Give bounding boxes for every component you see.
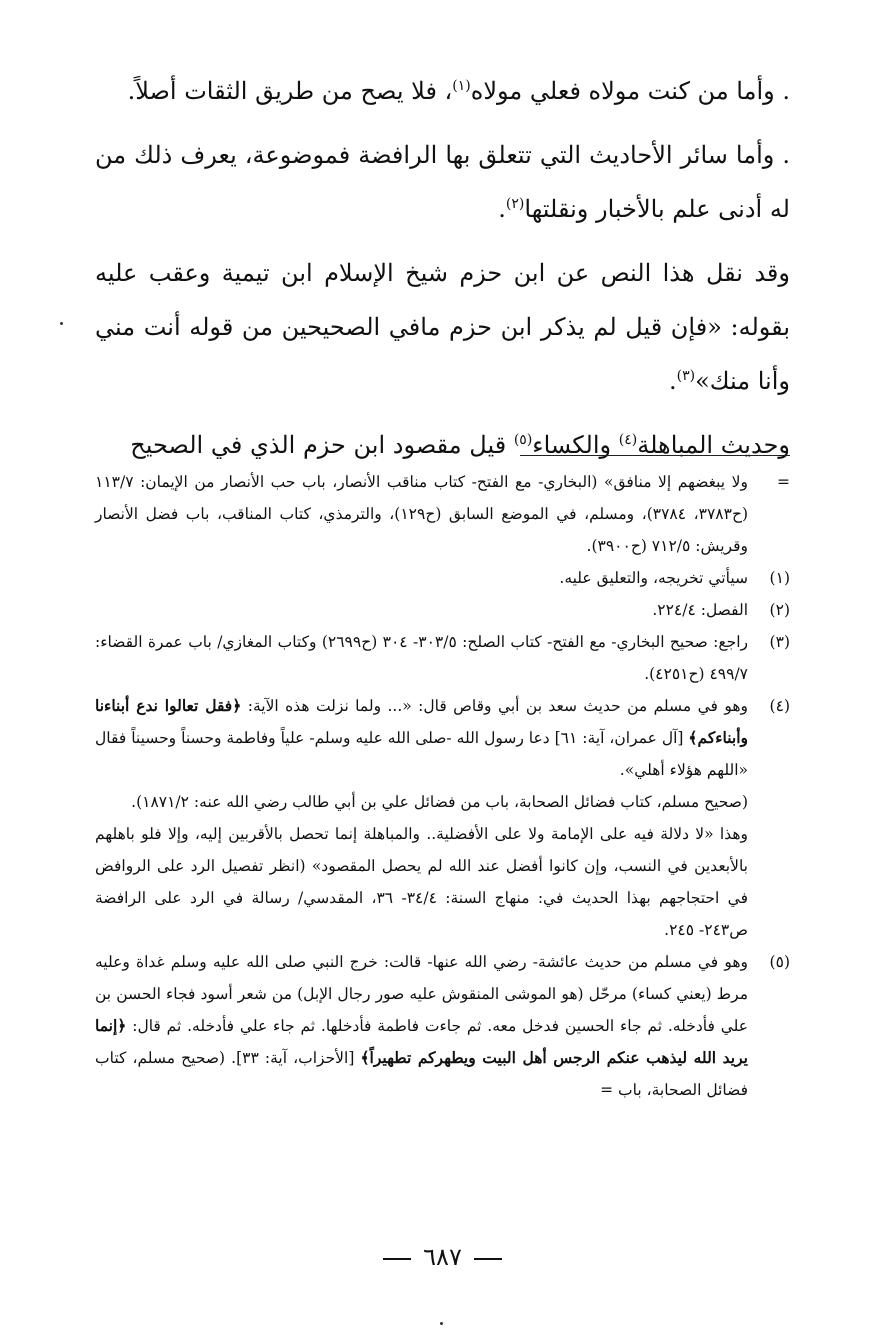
dash-left — [383, 1258, 411, 1260]
footnote-ref-2: (٢) — [505, 196, 525, 212]
footnote-4 — [95, 690, 790, 946]
dash-right — [474, 1258, 502, 1260]
footnote-5 — [95, 946, 790, 1106]
footnote-2 — [95, 594, 790, 626]
footnote-number: (١) — [769, 569, 790, 587]
footnote-text: سيأتي تخريجه، والتعليق عليه. — [559, 569, 748, 587]
footnote-number: (٤) — [769, 697, 790, 715]
footnote-ref-5: (٥) — [513, 432, 533, 448]
footnote-1 — [95, 562, 790, 594]
quran-verse: ﴿فقل تعالوا ندع أبناءنا وأبناءكم﴾ — [95, 696, 748, 747]
speck — [60, 322, 63, 325]
footnote-text: الفصل: ٢٢٤/٤. — [652, 601, 748, 619]
footnote-number: (٢) — [769, 601, 790, 619]
footnote-ref-4: (٤) — [618, 432, 638, 448]
quran-verse: ﴿إنما يريد الله ليذهب عنكم الرجس أهل البيت ويطهركم تطهيراً﴾ — [95, 1016, 748, 1067]
footnote-number: (٥) — [769, 953, 790, 971]
footnote-text: وهو في مسلم من حديث سعد بن أبي وقاص قال: «... ولما نزلت هذه الآية: ﴿فقل تعالوا ندع أبناءنا وأبناءكم﴾ [آل عمران، آية: ٦١] دعا رسول الله -صلى الله عليه وسلم- علياً وفاطمة وحسناً وحسيناً فقال «اللهم هؤلاء أهلي». (صحيح مسلم، كتاب فضائل الصحابة، باب من فضائل علي بن أبي طالب رضي الله عنه: ١٨٧١/٢). وهذا «لا دلالة فيه على الإمامة ولا على الأفضلية.. والمباهلة إنما تحصل بالأقربين إليه، وإلا فلو باهلهم بالأبعدين في النسب، وإن كانوا أفضل عند الله لم يحصل المقصود» (انظر تفصيل الرد على الروافض في احتجاجهم بهذا الحديث في: منهاج السنة: ٣٤/٤- ٣٦، المقدسي/ رسالة في الرد على الرافضة ص٢٤٣- ٢٤٥. — [95, 696, 748, 939]
footnote-text: وهو في مسلم من حديث عائشة- رضي الله عنها- قالت: خرج النبي صلى الله عليه وسلم غداة وعليه مرط (يعني كساء) مرحّل (هو الموشى المنقوش عليه صور رجال الإبل) من شعر أسود فجاء الحسن بن علي فأدخله. ثم جاء الحسين فدخل معه. ثم جاءت فاطمة فأدخلها. ثم جاء علي فأدخله. ثم قال: ﴿إنما يريد الله ليذهب عنكم الرجس أهل البيت ويطهركم تطهيراً﴾ [الأحزاب، آية: ٣٣]. (صحيح مسلم، كتاب فضائل الصحابة، باب = — [95, 953, 748, 1099]
page-number: ٦٨٧ — [0, 1243, 885, 1271]
paragraph-2: . وأما سائر الأحاديث التي تتعلق بها الرافضة فموضوعة، يعرف ذلك من له أدنى علم بالأخبار ونقلتها$^{(٢)}$. — [95, 141, 791, 223]
footnotes — [95, 466, 790, 1106]
paragraph-1: . وأما من كنت مولاه فعلي مولاه$^{(١)}$، فلا يصح من طريق الثقات أصلاً. — [127, 77, 790, 105]
speck — [440, 1322, 443, 1325]
main-text — [95, 64, 790, 482]
paragraph-4: وحديث المباهلة$^{(٤)}$ والكساء$^{(٥)}$ قيل مقصود ابن حزم الذي في الصحيح — [130, 431, 790, 459]
continuation-marker: = — [777, 473, 790, 491]
footnote-3 — [95, 626, 790, 690]
footnote-ref-1: (١) — [452, 78, 471, 94]
footnote-text: راجع: صحيح البخاري- مع الفتح- كتاب الصلح: ٣٠٣/٥- ٣٠٤ (ح٢٦٩٩) وكتاب المغازي/ باب عمرة القضاء: ٤٩٩/٧ (ح٤٢٥١). — [95, 633, 748, 683]
paragraph-3: وقد نقل هذا النص عن ابن حزم شيخ الإسلام ابن تيمية وعقب عليه بقوله: «فإن قيل لم يذكر ابن حزم مافي الصحيحين من قوله أنت مني وأنا منك»$^{(٣)}$. — [95, 259, 790, 395]
footnote-ref-3: (٣) — [676, 368, 696, 384]
footnote-divider — [520, 455, 790, 456]
footnote-number: (٣) — [769, 633, 790, 651]
footnote-continuation — [95, 466, 790, 562]
footnote-text: ولا يبغضهم إلا منافق» (البخاري- مع الفتح- كتاب مناقب الأنصار، باب حب الأنصار من الإيمان: ١١٣/٧ (ح٣٧٨٣، ٣٧٨٤)، ومسلم، في الموضع السابق (ح١٢٩)، والترمذي، كتاب المناقب، باب فضل الأنصار وقريش: ٧١٢/٥ (ح٣٩٠٠). — [95, 473, 748, 555]
